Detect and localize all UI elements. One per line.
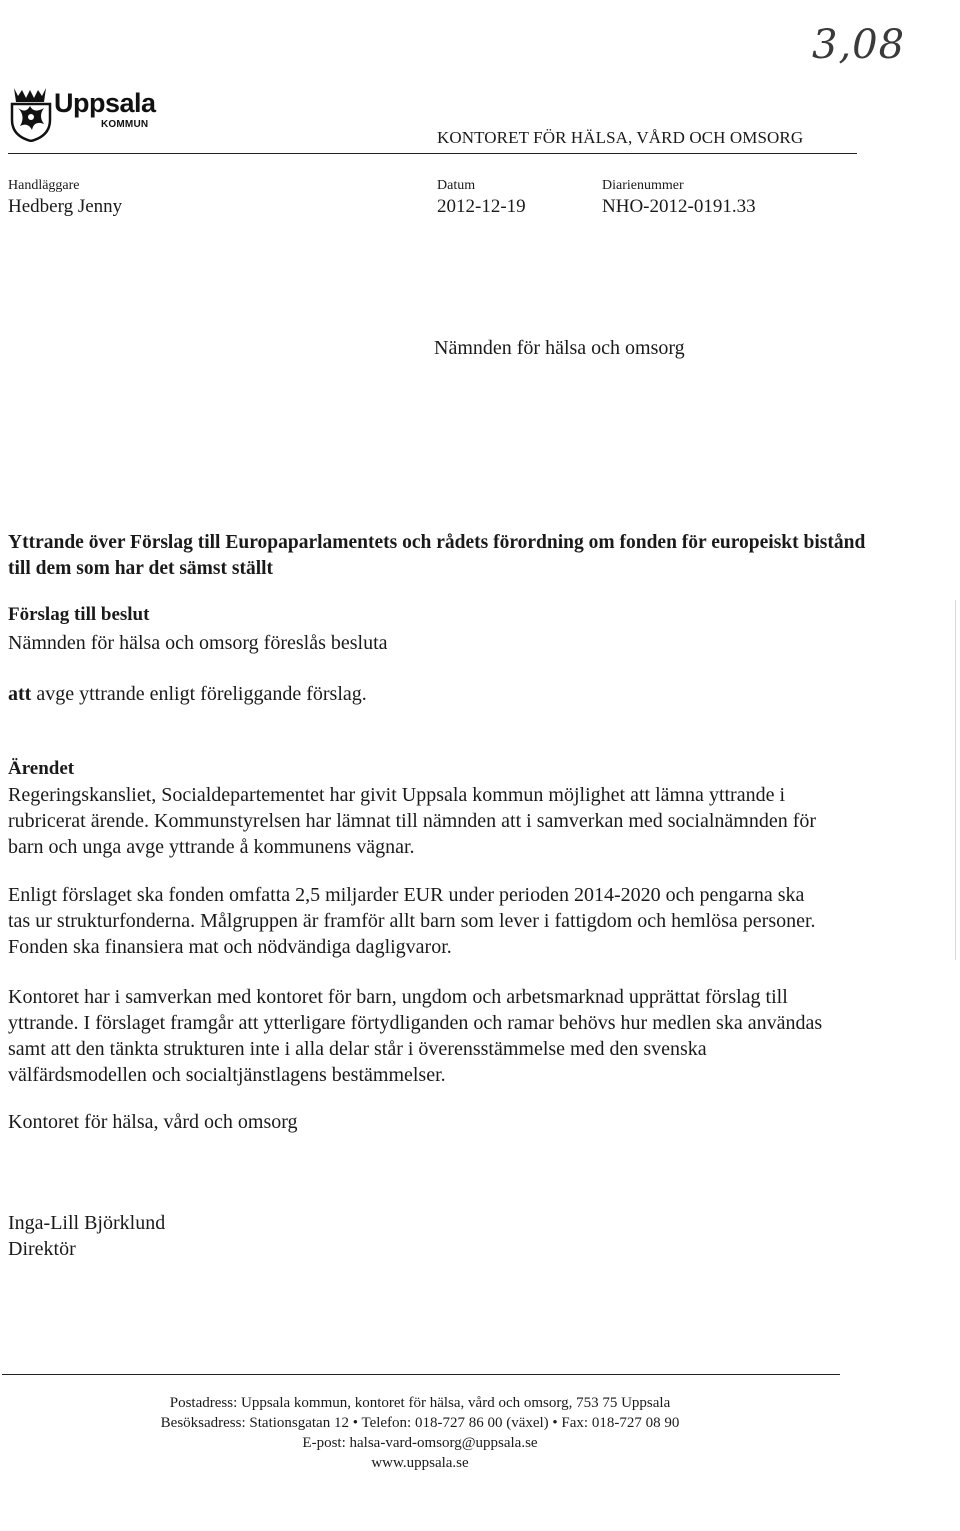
proposal-line: Nämnden för hälsa och omsorg föreslås besluta: [8, 632, 388, 654]
signatory-name: Inga-Lill Björklund: [8, 1212, 166, 1234]
case-heading: Ärendet: [8, 758, 75, 779]
footer-visiting-address: Besöksadress: Stationsgatan 12 • Telefon: 018-727 86 00 (växel) • Fax: 018-727 08 90: [160, 1415, 680, 1431]
registration-number: NHO-2012-0191.33: [602, 196, 756, 217]
case-paragraph-3: Kontoret har i samverkan med kontoret för barn, ungdom och arbetsmarknad upprättat förslag till yttrande. I förslaget framgår att ytterligare förtydliganden och ramar behövs hur medlen ska användas samt att den tänkta strukturen inte i alla delar står i överensstämmelse med den svenska välfärdsmodellen och socialtjänstlagens bestämmelser.: [8, 986, 823, 1086]
proposal-att: [8, 681, 367, 707]
logo-subtitle: KOMMUN: [101, 119, 149, 130]
footer-postal-address: Postadress: Uppsala kommun, kontoret för hälsa, vård och omsorg, 753 75 Uppsala: [169, 1395, 671, 1411]
proposal-heading: Förslag till beslut: [8, 604, 150, 625]
handwritten-page-mark: 3,08: [812, 22, 906, 68]
scan-artifact-line: [955, 600, 956, 960]
case-paragraph-2: Enligt förslaget ska fonden omfatta 2,5 miljarder EUR under perioden 2014-2020 och pengarna ska tas ur strukturfonderna. Målgruppen är framför allt barn som lever i fattigdom och hemlösa personer. Fonden ska finansiera mat och nödvändiga dagligvaror.: [8, 884, 816, 958]
registration-label: Diarienummer: [602, 178, 684, 193]
recipient: Nämnden för hälsa och omsorg: [434, 337, 685, 359]
footer-email: E-post: halsa-vard-omsorg@uppsala.se: [302, 1435, 538, 1451]
att-word: att: [8, 683, 32, 705]
handler-value: Hedberg Jenny: [8, 196, 123, 217]
closing-office: Kontoret för hälsa, vård och omsorg: [8, 1111, 298, 1133]
date-value: 2012-12-19: [437, 196, 526, 217]
office-heading: KONTORET FÖR HÄLSA, VÅRD OCH OMSORG: [437, 128, 804, 147]
att-text: avge yttrande enligt föreliggande förslag.: [36, 683, 367, 705]
case-paragraph-1: Regeringskansliet, Socialdepartementet har givit Uppsala kommun möjlighet att lämna yttrande i rubricerat ärende. Kommunstyrelsen har lämnat till nämnden att i samverkan med socialnämnden för barn och unga avge yttrande å kommunens vägnar.: [8, 784, 817, 858]
footer-website: www.uppsala.se: [371, 1455, 469, 1471]
footer: [0, 1393, 840, 1473]
signatory-title: Direktör: [8, 1238, 76, 1260]
footer-divider: [2, 1374, 840, 1375]
document-subject: Yttrande över Förslag till Europaparlamentets och rådets förordning om fonden för europeiskt bistånd till dem som har det sämst ställt: [8, 532, 866, 579]
logo-wordmark: Uppsala: [54, 88, 156, 118]
date-label: Datum: [437, 178, 476, 193]
uppsala-crest-icon: [8, 86, 54, 142]
header-divider: [8, 153, 857, 154]
handler-label: Handläggare: [8, 178, 80, 193]
uppsala-kommun-logo: [8, 86, 228, 146]
